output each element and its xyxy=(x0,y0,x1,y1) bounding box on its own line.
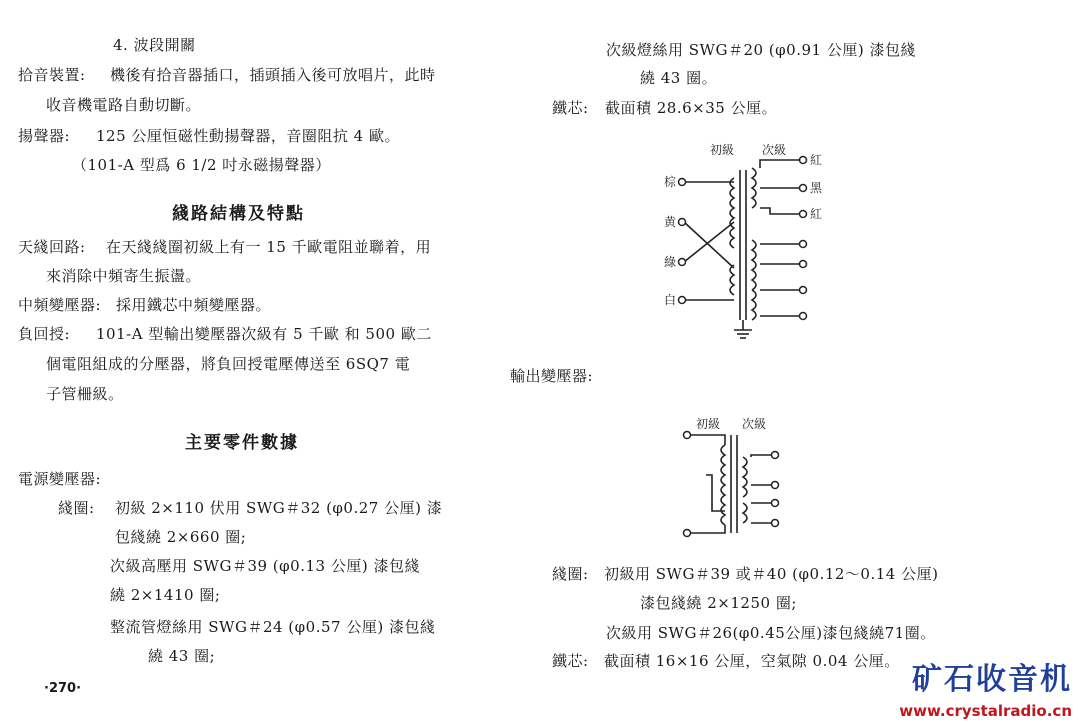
primary-coil-lower xyxy=(730,265,734,295)
diagram1-primary-label: 初級 xyxy=(710,143,735,157)
band-switch-heading: 4. 波段開關 xyxy=(113,36,196,54)
core-line: 截面積 28.6×35 公厘。 xyxy=(605,99,778,117)
speaker-label: 揚聲器: xyxy=(18,127,71,145)
diagram2-secondary-label: 次級 xyxy=(742,417,767,431)
out-core-line: 截面積 16×16 公厘，空氣隙 0.04 公厘。 xyxy=(604,652,900,670)
watermark-title: 矿石收音机 xyxy=(912,662,1072,697)
terminal-brown xyxy=(679,179,686,186)
terminal-white xyxy=(679,297,686,304)
terminal-yellow xyxy=(679,219,686,226)
primary-coil-upper xyxy=(730,178,734,248)
if-line-1: 採用鐵芯中頻變壓器。 xyxy=(116,296,272,314)
out-secondary-coil-b xyxy=(743,503,747,523)
pickup-line-1: 機後有拾音器插口，插頭插入後可放唱片，此時 xyxy=(110,66,436,84)
coil-line-1: 初級 2×110 伏用 SWG＃32 (φ0.27 公厘) 漆 xyxy=(115,499,443,517)
secondary-coil-fil xyxy=(752,290,756,320)
out-terminal-sec-d xyxy=(772,520,779,527)
watermark-url: www.crystalradio.cn xyxy=(899,702,1072,720)
terminal-lv-a xyxy=(800,241,807,248)
left-label-2: 綠 xyxy=(664,255,677,269)
speaker-line-2: （101-A 型爲 6 1/2 吋永磁揚聲器） xyxy=(72,156,331,174)
left-label-3: 白 xyxy=(664,293,677,307)
if-label: 中頻變壓器: xyxy=(18,296,102,314)
out-coil-line-1: 初級用 SWG＃39 或＃40 (φ0.12～0.14 公厘) xyxy=(604,565,939,583)
out-terminal-sec-b xyxy=(772,482,779,489)
pickup-line-2: 收音機電路自動切斷。 xyxy=(46,96,202,114)
secondary-coil-hv xyxy=(752,168,756,208)
out-wire-bottom xyxy=(690,525,725,533)
feedback-line-3: 子管柵級。 xyxy=(46,385,124,403)
out-terminal-top xyxy=(684,432,691,439)
filament-line-2: 繞 43 圈。 xyxy=(640,69,718,87)
left-label-0: 棕 xyxy=(664,175,677,189)
speaker-line-1: 125 公厘恒磁性動揚聲器，音圈阻抗 4 歐。 xyxy=(96,127,400,145)
coil-line-5: 整流管燈絲用 SWG＃24 (φ0.57 公厘) 漆包綫 xyxy=(110,618,436,636)
feedback-line-1: 101-A 型輸出變壓器次級有 5 千歐 和 500 歐二 xyxy=(96,325,432,343)
terminal-fil-b xyxy=(800,313,807,320)
filament-line-1: 次級燈絲用 SWG＃20 (φ0.91 公厘) 漆包綫 xyxy=(606,41,916,59)
out-core-label: 鐵芯: xyxy=(552,652,589,670)
coil-line-2: 包綫繞 2×660 圈; xyxy=(115,528,247,546)
wire-red-top xyxy=(760,160,800,168)
antenna-label: 天綫回路: xyxy=(18,238,86,256)
output-transformer-label: 輸出變壓器: xyxy=(510,367,594,385)
antenna-line-2: 來消除中頻寄生振盪。 xyxy=(46,267,202,285)
coil-line-4: 繞 2×1410 圈; xyxy=(110,586,221,604)
coil-label: 綫圈: xyxy=(58,499,95,517)
core-label: 鐵芯: xyxy=(552,99,589,117)
feedback-label: 負回授: xyxy=(18,325,71,343)
terminal-lv-b xyxy=(800,261,807,268)
out-terminal-bottom xyxy=(684,530,691,537)
feedback-line-2: 個電阻組成的分壓器，將負回授電壓傳送至 6SQ7 電 xyxy=(46,355,411,373)
secondary-coil-lv xyxy=(752,240,756,290)
left-label-1: 黄 xyxy=(664,215,677,229)
out-coil-line-2: 漆包綫繞 2×1250 圈; xyxy=(640,594,797,612)
out-secondary-coil-a xyxy=(743,457,747,497)
power-transformer-label: 電源變壓器: xyxy=(18,470,102,488)
terminal-red-1 xyxy=(800,157,807,164)
coil-line-6: 繞 43 圈; xyxy=(148,647,216,665)
diagram2-primary-label: 初級 xyxy=(696,417,721,431)
wire-red-bottom xyxy=(760,208,800,214)
out-wire-top xyxy=(690,435,725,445)
diagram1-secondary-label: 次級 xyxy=(762,143,787,157)
terminal-red-2 xyxy=(800,211,807,218)
out-coil-label: 綫圈: xyxy=(552,565,589,583)
out-terminal-sec-c xyxy=(772,500,779,507)
output-transformer-diagram xyxy=(676,415,796,545)
parts-heading: 主要零件數據 xyxy=(185,433,299,453)
coil-line-3: 次級高壓用 SWG＃39 (φ0.13 公厘) 漆包綫 xyxy=(110,557,420,575)
pickup-label: 拾音裝置: xyxy=(18,66,86,84)
out-terminal-sec-a xyxy=(772,452,779,459)
out-wire-sec-a xyxy=(751,455,772,457)
out-primary-coil xyxy=(721,445,725,525)
out-coil-line-3: 次級用 SWG＃26(φ0.45公厘)漆包綫繞71圈。 xyxy=(606,624,936,642)
right-label-2: 紅 xyxy=(810,207,823,221)
power-transformer-diagram xyxy=(660,140,835,340)
right-label-1: 黑 xyxy=(810,181,823,195)
right-label-0: 紅 xyxy=(810,153,823,167)
antenna-line-1: 在天綫綫圈初級上有一 15 千歐電阻並聯着，用 xyxy=(106,238,432,256)
page-number: ·270· xyxy=(44,681,82,696)
terminal-black xyxy=(800,185,807,192)
terminal-fil-a xyxy=(800,287,807,294)
terminal-green xyxy=(679,259,686,266)
circuit-heading: 綫路結構及特點 xyxy=(172,204,305,224)
